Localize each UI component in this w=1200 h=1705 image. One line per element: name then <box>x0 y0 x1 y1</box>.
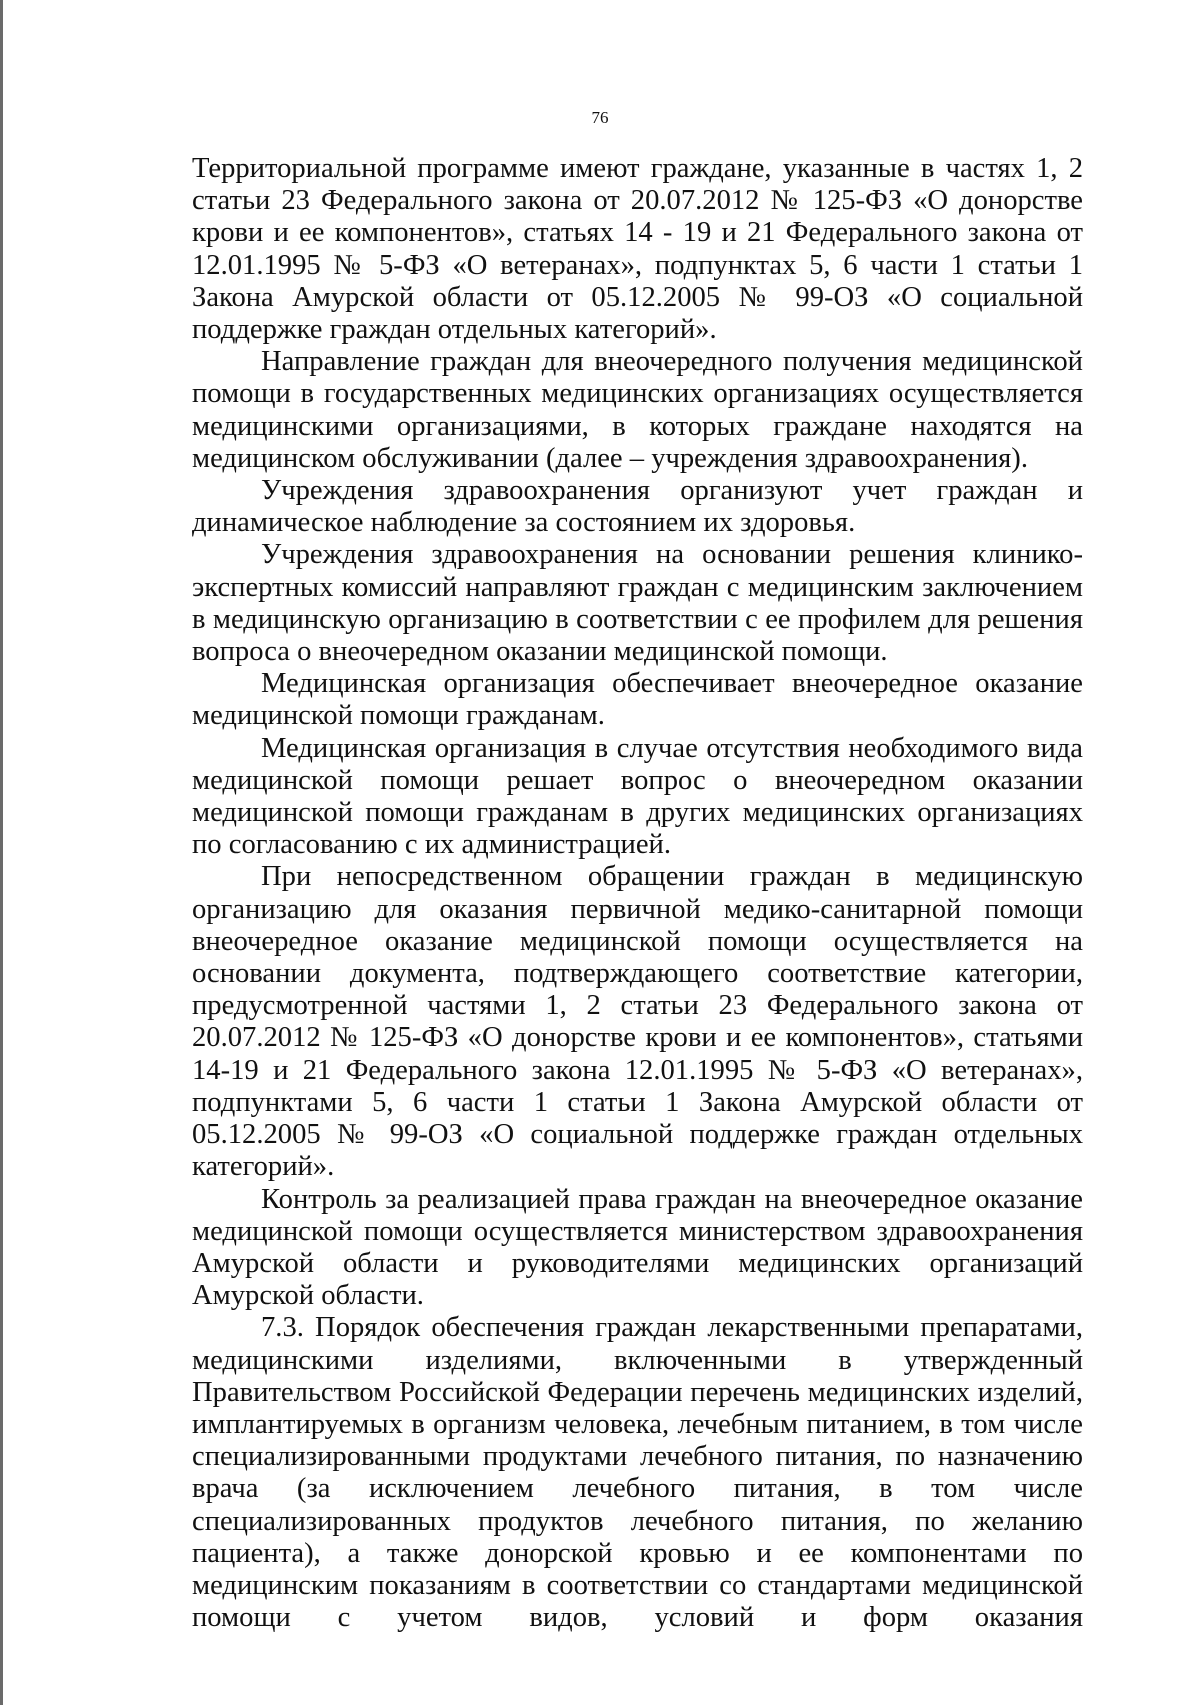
paragraph-5: Медицинская организация обеспечивает внеочередное оказание медицинской помощи гражданам. <box>192 668 1083 732</box>
page-number: 76 <box>591 108 609 127</box>
paragraph-1: Территориальной программе имеют граждане, указанные в частях 1, 2 статьи 23 Федерального закона от 20.07.2012 № 125-ФЗ «О донорстве крови и ее компонентов», статьях 14 - 19 и 21 Федерального закона от 12.01.1995 № 5-ФЗ «О ветеранах», подпунктах 5, 6 части 1 статьи 1 Закона Амурской области от 05.12.2005 № 99-ОЗ «О социальной поддержке граждан отдельных категорий». <box>192 153 1083 346</box>
paragraph-9: 7.3. Порядок обеспечения граждан лекарственными препаратами, медицинскими изделиями, включенными в утвержденный Правительством Российской Федерации перечень медицинских изделий, имплантируемых в организм человека, лечебным питанием, в том числе специализированными продуктами лечебного питания, по назначению врача (за исключением лечебного питания, в том числе специализированных продуктов лечебного питания, по желанию пациента), а также донорской кровью и ее компонентами по медицинским показаниям в соответствии со стандартами медицинской помощи с учетом видов, условий и форм оказания <box>192 1312 1083 1634</box>
paragraph-4: Учреждения здравоохранения на основании решения клинико-экспертных комиссий направляют граждан с медицинским заключением в медицинскую организацию в соответствии с ее профилем для решения вопроса о внеочередном оказании медицинской помощи. <box>192 539 1083 668</box>
paragraph-8: Контроль за реализацией права граждан на внеочередное оказание медицинской помощи осуществляется министерством здравоохранения Амурской области и руководителями медицинских организаций Амурской области. <box>192 1183 1083 1312</box>
paragraph-2: Направление граждан для внеочередного получения медицинской помощи в государственных медицинских организациях осуществляется медицинскими организациями, в которых граждане находятся на медицинском обслуживании (далее – учреждения здравоохранения). <box>192 346 1083 474</box>
paragraph-7: При непосредственном обращении граждан в медицинскую организацию для оказания первичной медико-санитарной помощи внеочередное оказание медицинской помощи осуществляется на основании документа, подтверждающего соответствие категории, предусмотренной частями 1, 2 статьи 23 Федерального закона от 20.07.2012 № 125-ФЗ «О донорстве крови и ее компонентов», статьями 14-19 и 21 Федерального закона 12.01.1995 № 5-ФЗ «О ветеранах», подпунктами 5, 6 части 1 статьи 1 Закона Амурской области от 05.12.2005 № 99-ОЗ «О социальной поддержке граждан отдельных категорий». <box>192 861 1083 1183</box>
paragraph-6: Медицинская организация в случае отсутствия необходимого вида медицинской помощи решает вопрос о внеочередном оказании медицинской помощи гражданам в других медицинских организациях по согласованию с их администрацией. <box>192 732 1083 861</box>
scan-edge <box>0 0 3 1705</box>
document-body <box>192 153 1083 1634</box>
paragraph-3: Учреждения здравоохранения организуют учет граждан и динамическое наблюдение за состоянием их здоровья. <box>192 475 1083 539</box>
